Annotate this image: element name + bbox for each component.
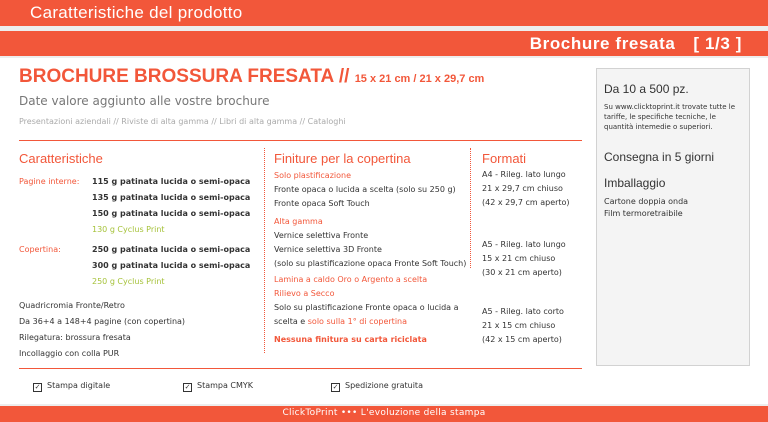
imballaggio-heading: Imballaggio [604, 176, 666, 190]
top-header-bar [0, 0, 768, 26]
finiture-line-text: scelta e [274, 317, 308, 326]
product-title-text: BROCHURE BROSSURA FRESATA // [19, 66, 350, 87]
finiture-heading: Finiture per la copertina [274, 151, 411, 166]
pagine-paper-4: 130 g Cyclus Print [92, 225, 165, 234]
imballaggio-line: Cartone doppia onda [604, 197, 689, 206]
info-sidebar [596, 68, 750, 366]
footer-bar [0, 406, 768, 422]
formato-line: (42 x 29,7 cm aperto) [482, 198, 570, 207]
column-separator [264, 148, 265, 353]
formato-line: A5 - Rileg. lato lungo [482, 240, 566, 249]
checkbox-checked-icon: ✓ [34, 383, 41, 391]
formato-line: 21 x 15 cm chiuso [482, 321, 556, 330]
copertina-label: Copertina: [19, 245, 61, 254]
finiture-solo-label: Solo plastificazione [274, 171, 352, 180]
finiture-line: (solo su plastificazione opaca Fronte Soft Touch) [274, 259, 467, 268]
formato-line: 21 x 29,7 cm chiuso [482, 184, 563, 193]
feature-stampa-digitale [33, 381, 110, 391]
formato-line: A5 - Rileg. lato corto [482, 307, 564, 316]
finiture-line: Fronte opaca o lucida a scelta (solo su 250 g) [274, 185, 456, 194]
product-header-bar [0, 31, 768, 56]
divider-top [19, 140, 582, 141]
finiture-line: Vernice selettiva 3D Fronte [274, 245, 382, 254]
footer-text: ClickToPrint ••• L'evoluzione della stampa [282, 408, 486, 418]
product-dimensions: 15 x 21 cm / 21 x 29,7 cm [354, 73, 485, 85]
copertina-paper-1: 250 g patinata lucida o semi-opaca [92, 245, 251, 254]
section-title: Caratteristiche del prodotto [30, 3, 243, 22]
product-title [19, 66, 484, 88]
imballaggio-line: Film termoretraibile [604, 209, 683, 218]
finiture-line: Vernice selettiva Fronte [274, 231, 369, 240]
feature-stampa-cmyk [183, 381, 253, 391]
finiture-line: Solo su plastificazione Fronte opaca o lucida a [274, 303, 459, 312]
finiture-line: Fronte opaca Soft Touch [274, 199, 370, 208]
finiture-line-highlight: solo sulla 1° di copertina [307, 317, 408, 326]
product-categories: Presentazioni aziendali // Riviste di alta gamma // Libri di alta gamma // Cataloghi [19, 117, 346, 126]
checkbox-checked-icon: ✓ [332, 383, 339, 391]
checkbox-checked-icon: ✓ [184, 383, 191, 391]
pagine-paper-3: 150 g patinata lucida o semi-opaca [92, 209, 251, 218]
detail-line: Incollaggio con colla PUR [19, 349, 120, 358]
quantity-text: Su www.clicktoprint.it trovate tutte le tariffe, le specifiche tecniche, le quantità intemedie o superiori. [604, 103, 736, 131]
feature-label: Stampa digitale [47, 381, 111, 390]
formato-line: 15 x 21 cm chiuso [482, 254, 556, 263]
finiture-rilievo-label: Rilievo a Secco [274, 289, 335, 298]
detail-line: Rilegatura: brossura fresata [19, 333, 131, 342]
finiture-lamina-label: Lamina a caldo Oro o Argento a scelta [274, 275, 428, 284]
feature-label: Stampa CMYK [197, 381, 254, 390]
pagine-interne-label: Pagine interne: [19, 177, 80, 186]
product-name: Brochure fresata [529, 34, 676, 53]
page-indicator: [ 1/3 ] [693, 34, 742, 53]
pagine-paper-2: 135 g patinata lucida o semi-opaca [92, 193, 251, 202]
caratteristiche-heading: Caratteristiche [19, 151, 103, 166]
detail-line: Da 36+4 a 148+4 pagine (con copertina) [19, 317, 186, 326]
feature-spedizione [331, 381, 423, 391]
finiture-line [274, 317, 407, 326]
consegna-heading: Consegna in 5 giorni [604, 150, 715, 164]
finiture-nessuna: Nessuna finitura su carta riciclata [274, 335, 427, 344]
formato-line: (42 x 15 cm aperto) [482, 335, 562, 344]
formato-line: A4 - Rileg. lato lungo [482, 170, 566, 179]
formati-heading: Formati [482, 151, 527, 166]
feature-label: Spedizione gratuita [345, 381, 423, 390]
pagine-paper-1: 115 g patinata lucida o semi-opaca [92, 177, 251, 186]
formato-line: (30 x 21 cm aperto) [482, 268, 562, 277]
copertina-paper-3: 250 g Cyclus Print [92, 277, 165, 286]
column-separator [470, 148, 471, 268]
quantity-heading: Da 10 a 500 pz. [604, 82, 689, 96]
product-subtitle [530, 34, 742, 54]
copertina-paper-2: 300 g patinata lucida o semi-opaca [92, 261, 251, 270]
finiture-alta-label: Alta gamma [274, 217, 323, 226]
product-tagline: Date valore aggiunto alle vostre brochure [19, 94, 270, 108]
detail-line: Quadricromia Fronte/Retro [19, 301, 125, 310]
divider-bottom [19, 368, 582, 369]
